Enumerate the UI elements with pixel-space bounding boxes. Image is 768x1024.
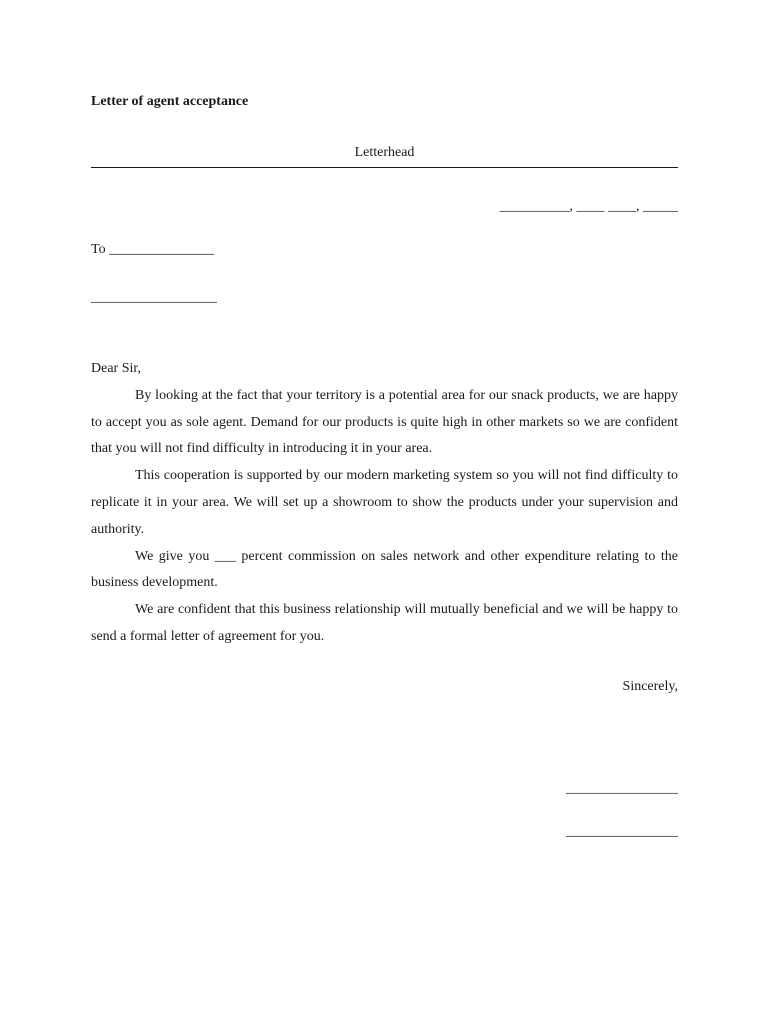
signer-name-line: ________________ <box>566 824 678 839</box>
signature-line: ________________ <box>566 781 678 796</box>
document-title: Letter of agent acceptance <box>91 94 249 109</box>
letterhead-divider <box>91 167 678 168</box>
letterhead-label: Letterhead <box>354 145 415 160</box>
closing: Sincerely, <box>622 679 678 694</box>
salutation: Dear Sir, <box>91 361 141 376</box>
date-blank-line: __________, ____ ____, _____ <box>499 199 678 214</box>
letter-body <box>91 356 678 651</box>
recipient-line: To _______________ <box>91 242 215 257</box>
body-paragraph-2: This cooperation is supported by our modern marketing system so you will not find difficulty to replicate it in your area. We will set up a showroom to show the products under your supervision and authority. <box>91 468 678 537</box>
body-paragraph-1: By looking at the fact that your territory is a potential area for our snack products, we are happy to accept you as sole agent. Demand for our products is quite high in other markets so we are confident that you will not find difficulty in introducing it in your area. <box>91 387 678 457</box>
body-paragraph-3: We give you ___ percent commission on sales network and other expenditure relating to the business development. <box>91 548 678 591</box>
body-paragraph-4: We are confident that this business relationship will mutually beneficial and we will be happy to send a formal letter of agreement for you. <box>91 602 678 644</box>
recipient-address-line: __________________ <box>91 290 217 305</box>
